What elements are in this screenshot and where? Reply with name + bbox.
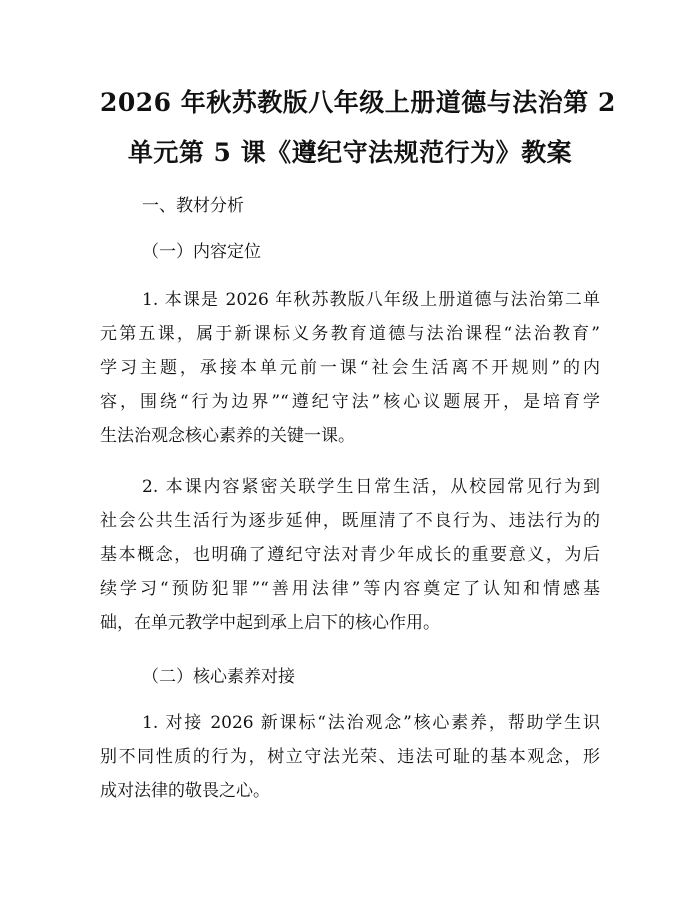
paragraph-3-line: 别不同性质的行为，树立守法光荣、违法可耻的基本观念，形 [100,747,600,767]
document-title [100,78,616,178]
paragraph-1 [100,283,600,453]
paragraph-3 [100,706,600,808]
paragraph-1-line: 生法治观念核心素养的关键一课。 [100,426,355,446]
paragraph-2 [100,470,600,640]
paragraph-1-line: 1. 本课是 2026 年秋苏教版八年级上册道德与法治第二单 [142,290,600,310]
title-line-2: 单元第 5 课《遵纪守法规范行为》教案 [127,138,573,167]
paragraph-1-line: 学习主题，承接本单元前一课“社会生活离不开规则”的内 [100,358,600,378]
paragraph-1-line: 容，围绕“行为边界”“遵纪守法”核心议题展开，是培育学 [100,392,600,412]
paragraph-2-line: 社会公共生活行为逐步延伸，既厘清了不良行为、违法行为的 [100,511,600,531]
subsection-heading-core-literacy: （二）核心素养对接 [142,667,295,687]
paragraph-1-line: 元第五课，属于新课标义务教育道德与法治课程“法治教育” [100,324,600,344]
paragraph-3-line: 1. 对接 2026 新课标“法治观念”核心素养，帮助学生识 [142,713,600,733]
paragraph-2-line: 基本概念，也明确了遵纪守法对青少年成长的重要意义，为后 [100,545,600,565]
paragraph-2-line: 2. 本课内容紧密关联学生日常生活，从校园常见行为到 [142,477,600,497]
title-line-1: 2026 年秋苏教版八年级上册道德与法治第 2 [100,88,616,117]
paragraph-2-line: 础，在单元教学中起到承上启下的核心作用。 [100,613,440,633]
paragraph-3-line: 成对法律的敬畏之心。 [100,781,270,801]
subsection-heading-content-positioning: （一）内容定位 [142,242,261,262]
paragraph-2-line: 续学习“预防犯罪”“善用法律”等内容奠定了认知和情感基 [100,579,600,599]
section-heading-material-analysis: 一、教材分析 [142,196,244,216]
